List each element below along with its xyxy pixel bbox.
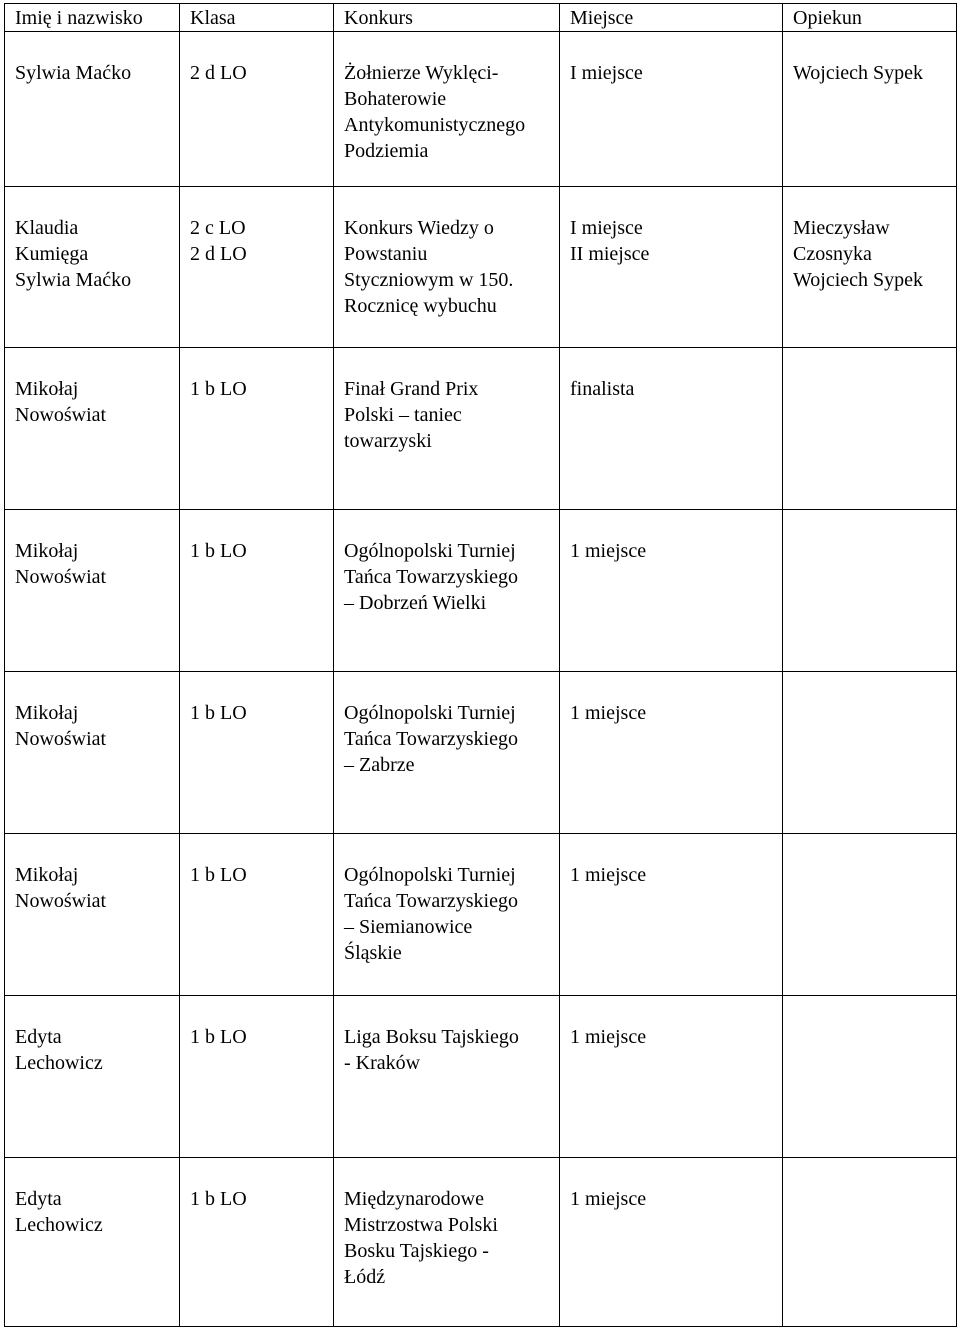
table-row [5,510,957,672]
header-contest: Konkurs [334,4,560,32]
cell-place: 1 miejsce [560,1158,783,1327]
cell-supervisor: Wojciech Sypek [783,32,957,187]
cell-place: 1 miejsce [560,510,783,672]
document-page [4,3,956,1327]
cell-supervisor [783,996,957,1158]
cell-name: Mikołaj Nowoświat [5,672,180,834]
cell-contest: Ogólnopolski Turniej Tańca Towarzyskiego – Dobrzeń Wielki [334,510,560,672]
cell-class: 1 b LO [180,510,334,672]
header-class: Klasa [180,4,334,32]
cell-name: Sylwia Maćko [5,32,180,187]
cell-supervisor [783,672,957,834]
cell-place: I miejsce II miejsce [560,187,783,348]
cell-supervisor: Mieczysław Czosnyka Wojciech Sypek [783,187,957,348]
cell-name: Mikołaj Nowoświat [5,348,180,510]
cell-contest: Finał Grand Prix Polski – taniec towarzyski [334,348,560,510]
cell-place: finalista [560,348,783,510]
cell-class: 1 b LO [180,996,334,1158]
cell-name: Edyta Lechowicz [5,1158,180,1327]
cell-contest: Liga Boksu Tajskiego - Kraków [334,996,560,1158]
cell-class: 1 b LO [180,348,334,510]
cell-place: 1 miejsce [560,672,783,834]
table-row [5,834,957,996]
cell-name: Klaudia Kumięga Sylwia Maćko [5,187,180,348]
header-name: Imię i nazwisko [5,4,180,32]
cell-class: 1 b LO [180,672,334,834]
table-row [5,996,957,1158]
results-table [4,3,957,1327]
header-supervisor: Opiekun [783,4,957,32]
cell-supervisor [783,1158,957,1327]
cell-contest: Ogólnopolski Turniej Tańca Towarzyskiego – Siemianowice Śląskie [334,834,560,996]
table-row [5,348,957,510]
cell-class: 1 b LO [180,834,334,996]
cell-supervisor [783,834,957,996]
cell-supervisor [783,348,957,510]
cell-contest: Żołnierze Wyklęci- Bohaterowie Antykomunistycznego Podziemia [334,32,560,187]
header-place: Miejsce [560,4,783,32]
cell-class: 1 b LO [180,1158,334,1327]
table-row [5,32,957,187]
table-header-row [5,4,957,32]
cell-contest: Ogólnopolski Turniej Tańca Towarzyskiego – Zabrze [334,672,560,834]
cell-class: 2 d LO [180,32,334,187]
cell-name: Edyta Lechowicz [5,996,180,1158]
table-row [5,1158,957,1327]
cell-place: 1 miejsce [560,996,783,1158]
cell-name: Mikołaj Nowoświat [5,510,180,672]
table-row [5,187,957,348]
cell-contest: Międzynarodowe Mistrzostwa Polski Bosku Tajskiego - Łódź [334,1158,560,1327]
cell-contest: Konkurs Wiedzy o Powstaniu Styczniowym w 150. Rocznicę wybuchu [334,187,560,348]
cell-name: Mikołaj Nowoświat [5,834,180,996]
cell-class: 2 c LO 2 d LO [180,187,334,348]
cell-place: I miejsce [560,32,783,187]
cell-place: 1 miejsce [560,834,783,996]
table-row [5,672,957,834]
cell-supervisor [783,510,957,672]
